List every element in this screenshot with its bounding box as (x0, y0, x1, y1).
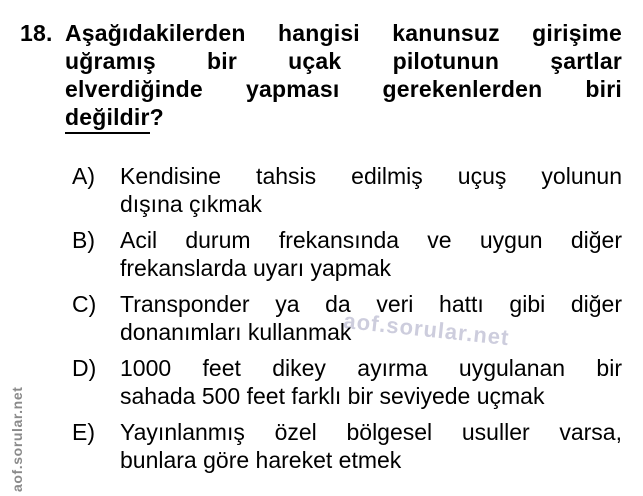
option-e-line-2: bunlara göre hareket etmek (120, 447, 402, 473)
option-a-letter: A) (72, 163, 95, 189)
option-a-line-2: dışına çıkmak (120, 191, 262, 217)
option-b-line-2: frekanslarda uyarı yapmak (120, 255, 392, 281)
option-c-line-1: Transponder ya da veri hattı gibi diğer (120, 291, 622, 317)
option-c-line-2: donanımları kullanmak (120, 319, 352, 345)
question-mark: ? (149, 104, 164, 130)
option-c-letter: C) (72, 291, 97, 317)
question-text (65, 19, 622, 131)
option-a (72, 162, 622, 218)
option-a-text (120, 162, 622, 218)
option-c-text (120, 290, 622, 346)
option-e-line-1: Yayınlanmış özel bölgesel usuller varsa, (120, 419, 622, 445)
option-d-text (120, 354, 622, 410)
option-b-line-1: Acil durum frekansında ve uygun diğer (120, 227, 622, 253)
option-c (72, 290, 622, 346)
question-line-1: Aşağıdakilerden hangisi kanunsuz girişime (65, 20, 622, 46)
question-number: 18. (20, 20, 53, 46)
option-d (72, 354, 622, 410)
options-list (72, 162, 622, 474)
option-e-text (120, 418, 622, 474)
center-watermark: aof.sorular.net (342, 308, 511, 351)
question-last-line (65, 103, 622, 131)
option-d-line-2: sahada 500 feet farklı bir seviyede uçmak (120, 383, 545, 409)
option-b-letter: B) (72, 227, 95, 253)
question-block (0, 0, 643, 131)
option-e (72, 418, 622, 474)
side-watermark: aof.sorular.net (9, 386, 25, 492)
underlined-keyword: değildir (65, 104, 150, 134)
option-d-line-1: 1000 feet dikey ayırma uygulanan bir (120, 355, 622, 381)
option-b (72, 226, 622, 282)
option-e-letter: E) (72, 419, 95, 445)
option-a-line-1: Kendisine tahsis edilmiş uçuş yolunun (120, 163, 622, 189)
question-line-3: elverdiğinde yapması gerekenlerden biri (65, 76, 622, 102)
option-b-text (120, 226, 622, 282)
question-line-2: uğramış bir uçak pilotunun şartlar (65, 48, 622, 74)
option-d-letter: D) (72, 355, 97, 381)
